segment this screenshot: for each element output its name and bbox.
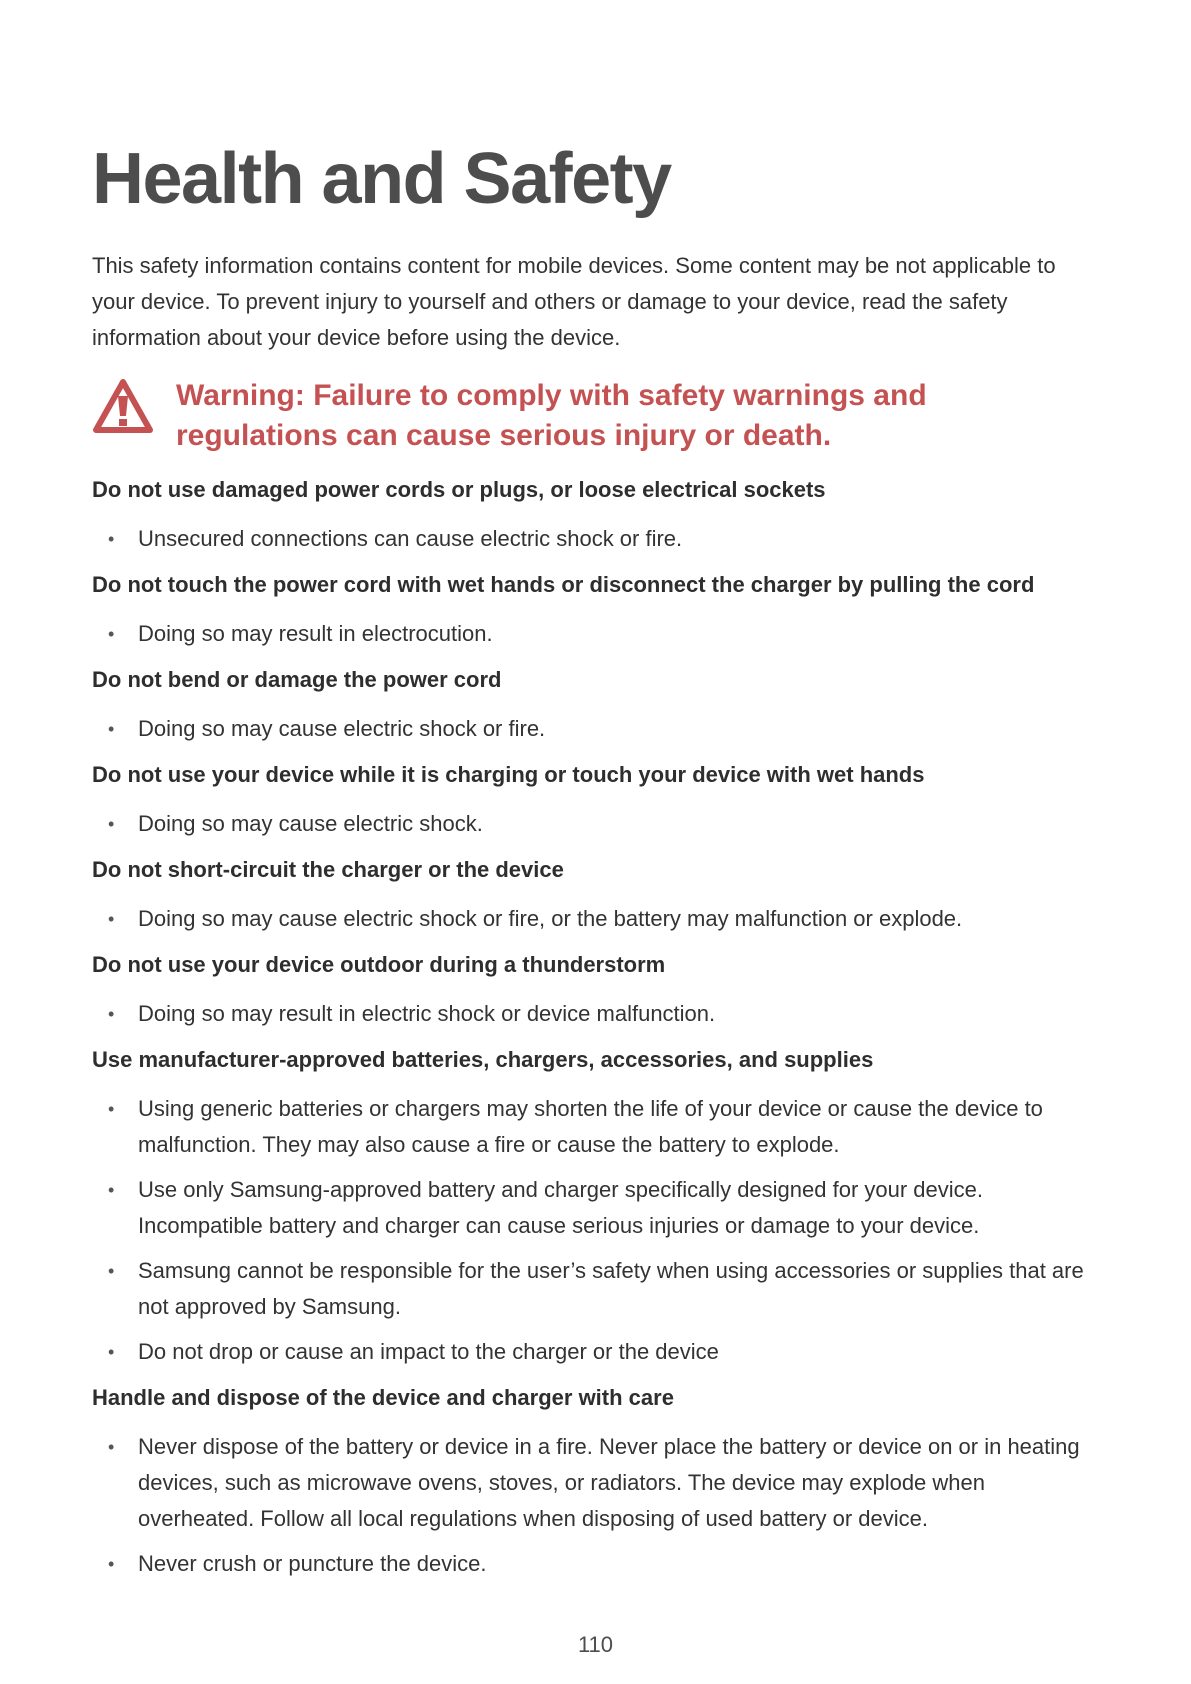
bullet-list [92, 1091, 1102, 1370]
safety-section [92, 472, 1102, 557]
list-item [92, 711, 1102, 747]
list-item [92, 1091, 1102, 1163]
bullet-dot-icon: • [108, 1342, 115, 1362]
bullet-text: Never crush or puncture the device. [138, 1551, 487, 1576]
bullet-list [92, 806, 1102, 842]
bullet-text: Doing so may cause electric shock or fire. [138, 716, 546, 741]
bullet-dot-icon: • [108, 719, 115, 739]
bullet-dot-icon: • [108, 814, 115, 834]
list-item [92, 1172, 1102, 1244]
list-item [92, 616, 1102, 652]
section-heading: Do not use your device while it is charging or touch your device with wet hands [92, 762, 925, 787]
bullet-dot-icon: • [108, 624, 115, 644]
section-heading: Do not use your device outdoor during a thunderstorm [92, 952, 666, 977]
list-item [92, 1334, 1102, 1370]
safety-section [92, 662, 1102, 747]
section-heading: Do not bend or damage the power cord [92, 667, 502, 692]
bullet-text: Unsecured connections can cause electric shock or fire. [138, 526, 683, 551]
safety-section [92, 947, 1102, 1032]
intro-paragraph: This safety information contains content for mobile devices. Some content may be not applicable to your device. To prevent injury to yourself and others or damage to your device, read the safety information about your device before using the device. [92, 253, 1056, 350]
list-item [92, 521, 1102, 557]
bullet-list [92, 616, 1102, 652]
bullet-dot-icon: • [108, 529, 115, 549]
section-heading: Do not use damaged power cords or plugs, or loose electrical sockets [92, 477, 826, 502]
safety-section [92, 1042, 1102, 1370]
bullet-text: Do not drop or cause an impact to the charger or the device [138, 1339, 719, 1364]
section-heading: Do not touch the power cord with wet hands or disconnect the charger by pulling the cord [92, 572, 1035, 597]
safety-section [92, 757, 1102, 842]
bullet-text: Doing so may cause electric shock or fire, or the battery may malfunction or explode. [138, 906, 963, 931]
bullet-text: Never dispose of the battery or device in a fire. Never place the battery or device on or in heating devices, such as microwave ovens, stoves, or radiators. The device may explode when overheated. Follow all local regulations when disposing of used battery or device. [138, 1434, 1080, 1531]
bullet-list [92, 901, 1102, 937]
bullet-dot-icon: • [108, 1554, 115, 1574]
safety-section [92, 567, 1102, 652]
section-heading: Use manufacturer-approved batteries, chargers, accessories, and supplies [92, 1047, 874, 1072]
bullet-list [92, 996, 1102, 1032]
section-heading: Do not short-circuit the charger or the device [92, 857, 564, 882]
bullet-text: Doing so may result in electrocution. [138, 621, 493, 646]
safety-section [92, 852, 1102, 937]
bullet-dot-icon: • [108, 1180, 115, 1200]
bullet-text: Doing so may cause electric shock. [138, 811, 483, 836]
bullet-dot-icon: • [108, 1004, 115, 1024]
list-item [92, 1253, 1102, 1325]
list-item [92, 901, 1102, 937]
list-item [92, 806, 1102, 842]
list-item [92, 1429, 1102, 1537]
page-title: Health and Safety [92, 139, 671, 219]
warning-text: Warning: Failure to comply with safety warnings and regulations can cause serious injury or death. [176, 379, 927, 452]
bullet-list [92, 521, 1102, 557]
warning-triangle-icon [92, 378, 154, 436]
bullet-list [92, 1429, 1102, 1582]
page-number: 110 [577, 1632, 614, 1657]
safety-section [92, 1380, 1102, 1582]
bullet-dot-icon: • [108, 1261, 115, 1281]
bullet-text: Use only Samsung-approved battery and charger specifically designed for your device. Incompatible battery and charger can cause serious injuries or damage to your device. [138, 1177, 984, 1238]
bullet-dot-icon: • [108, 1437, 115, 1457]
bullet-list [92, 711, 1102, 747]
bullet-text: Samsung cannot be responsible for the user’s safety when using accessories or supplies that are not approved by Samsung. [138, 1258, 1084, 1319]
list-item [92, 996, 1102, 1032]
safety-sections [92, 472, 1102, 1592]
bullet-text: Using generic batteries or chargers may shorten the life of your device or cause the device to malfunction. They may also cause a fire or cause the battery to explode. [138, 1096, 1043, 1157]
bullet-text: Doing so may result in electric shock or device malfunction. [138, 1001, 716, 1026]
bullet-dot-icon: • [108, 909, 115, 929]
section-heading: Handle and dispose of the device and charger with care [92, 1385, 674, 1410]
bullet-dot-icon: • [108, 1099, 115, 1119]
list-item [92, 1546, 1102, 1582]
